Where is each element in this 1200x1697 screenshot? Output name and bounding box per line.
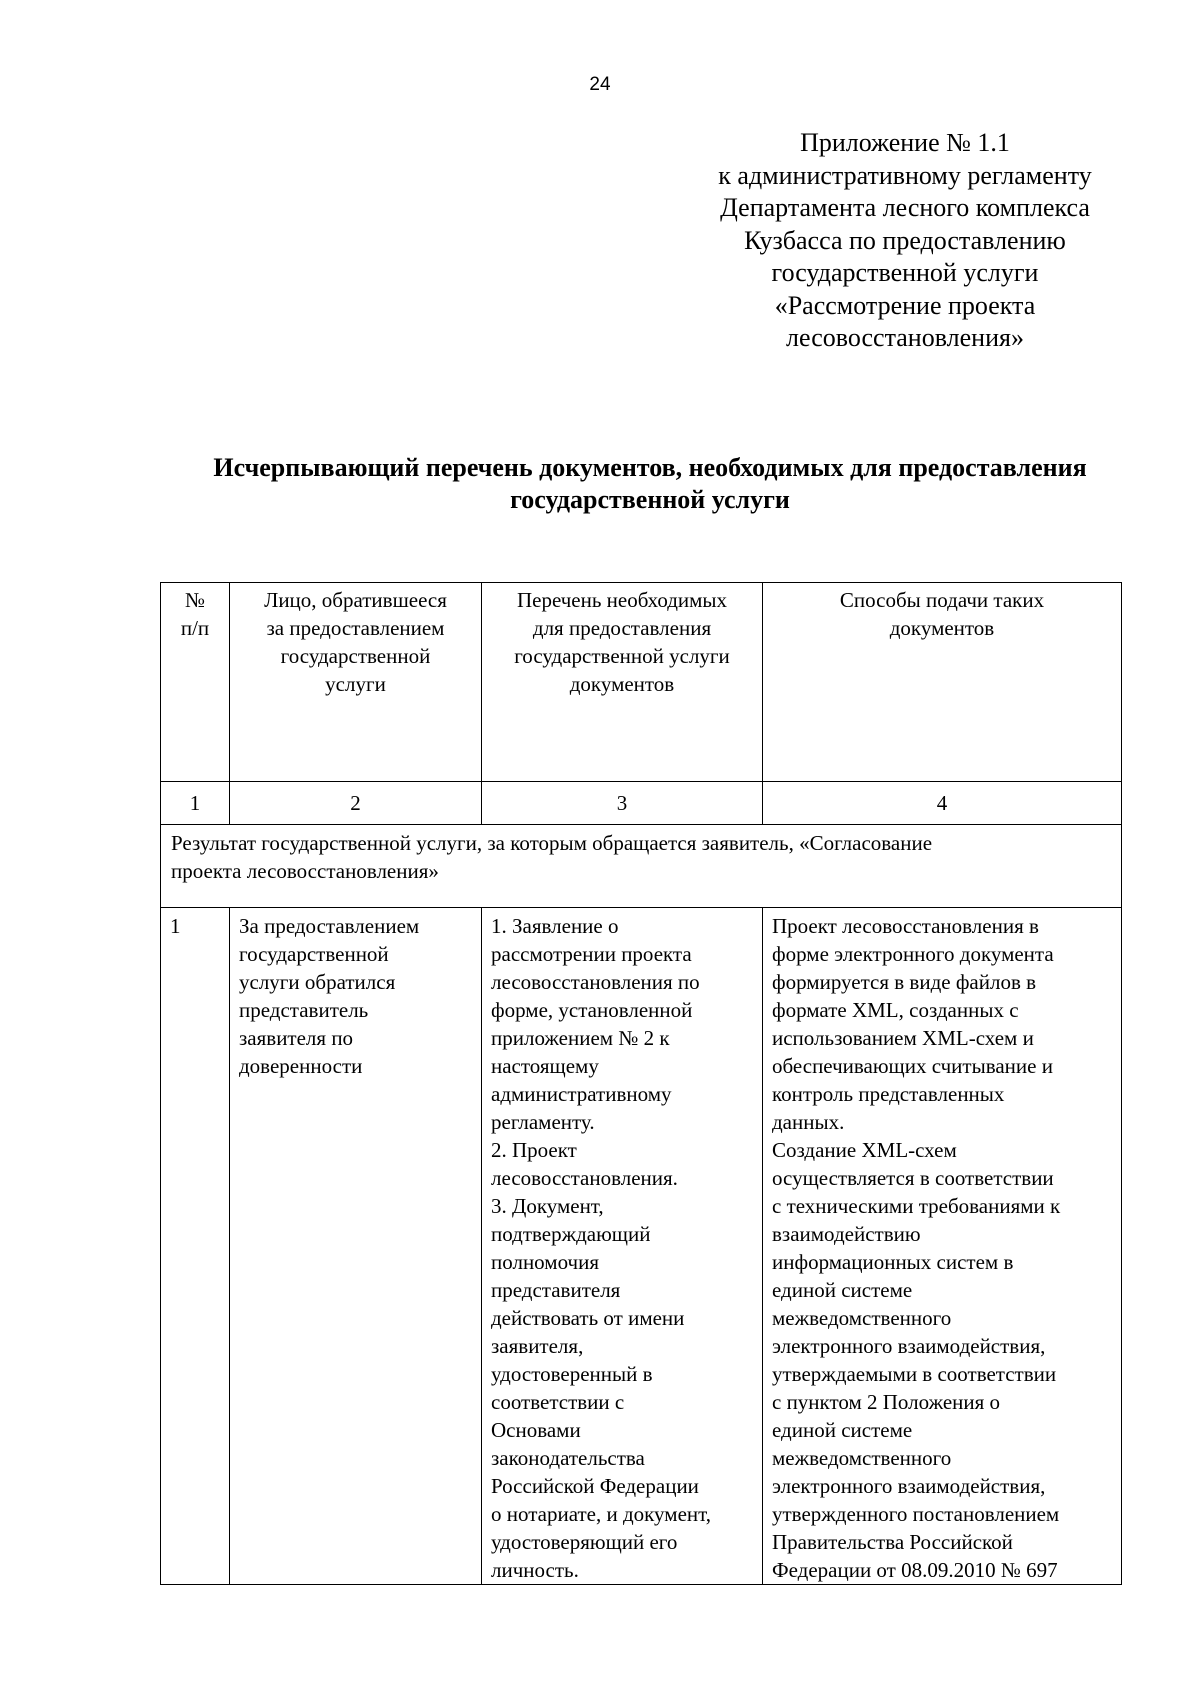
- document-title: [120, 452, 1180, 516]
- header-applicant-cell: [230, 583, 482, 782]
- cell-line: с пунктом 2 Положения о: [772, 1390, 1001, 1414]
- cell-line: информационных систем в: [772, 1250, 1014, 1274]
- header-line: для предоставления: [532, 616, 712, 640]
- header-line: государственной: [280, 644, 431, 668]
- cell-line: За предоставлением: [239, 914, 420, 938]
- header-line: за предоставлением: [266, 616, 445, 640]
- cell-line: электронного взаимодействия,: [772, 1334, 1046, 1358]
- column-number-cell: 4: [763, 782, 1122, 825]
- cell-line: Основами: [491, 1418, 581, 1442]
- appendix-line: Кузбасса по предоставлению: [744, 225, 1066, 255]
- header-line: документов: [889, 616, 995, 640]
- header-line: п/п: [180, 616, 210, 640]
- cell-line: полномочия: [491, 1250, 599, 1274]
- appendix-line: государственной услуги: [771, 258, 1039, 287]
- header-line: №: [184, 588, 206, 612]
- cell-line: контроль представленных: [772, 1082, 1005, 1106]
- cell-line: личность.: [491, 1558, 579, 1582]
- header-line: Способы подачи таких: [839, 588, 1045, 612]
- section-cell: [161, 825, 1122, 908]
- cell-line: межведомственного: [772, 1306, 952, 1330]
- cell-line: данных.: [772, 1110, 845, 1134]
- header-line: документов: [569, 672, 675, 696]
- cell-line: единой системе: [772, 1418, 913, 1442]
- cell-line: представителя: [491, 1278, 621, 1302]
- cell-line: о нотариате, и документ,: [491, 1502, 711, 1526]
- cell-line: единой системе: [772, 1278, 913, 1302]
- section-row: [161, 825, 1122, 908]
- header-line: услуги: [325, 672, 386, 696]
- documents-cell: [482, 908, 763, 1585]
- header-documents-cell: [482, 583, 763, 782]
- cell-line: взаимодействию: [772, 1222, 921, 1246]
- header-number-cell: [161, 583, 230, 782]
- cell-line: настоящему: [491, 1054, 599, 1078]
- cell-line: удостоверенный в: [491, 1362, 653, 1386]
- cell-line: электронного взаимодействия,: [772, 1474, 1046, 1498]
- appendix-line: лесовосстановления»: [786, 323, 1024, 352]
- cell-line: 3. Документ,: [491, 1194, 604, 1218]
- cell-line: 2. Проект: [491, 1138, 577, 1162]
- methods-cell: [763, 908, 1122, 1585]
- appendix-line: к административному регламенту: [718, 160, 1092, 190]
- column-number-cell: 1: [161, 782, 230, 825]
- title-line: государственной услуги: [510, 485, 790, 514]
- cell-line: 1. Заявление о: [491, 914, 619, 938]
- cell-line: обеспечивающих считывание и: [772, 1054, 1053, 1078]
- cell-line: действовать от имени: [491, 1306, 685, 1330]
- cell-line: услуги обратился: [239, 970, 396, 994]
- section-line: проекта лесовосстановления»: [171, 859, 439, 883]
- cell-line: Создание XML-схем: [772, 1138, 957, 1162]
- row-number-cell: 1: [161, 908, 230, 1585]
- table-header-row: [161, 583, 1122, 782]
- cell-line: форме электронного документа: [772, 942, 1054, 966]
- cell-line: заявителя по: [239, 1026, 354, 1050]
- cell-line: с техническими требованиями к: [772, 1194, 1061, 1218]
- cell-line: рассмотрении проекта: [491, 942, 692, 966]
- header-line: Перечень необходимых: [516, 588, 728, 612]
- column-number-cell: 3: [482, 782, 763, 825]
- cell-line: соответствии с: [491, 1390, 625, 1414]
- cell-line: регламенту.: [491, 1110, 595, 1134]
- column-number-row: [161, 782, 1122, 825]
- documents-table: [160, 582, 1122, 1585]
- appendix-line: Приложение № 1.1: [800, 128, 1010, 157]
- cell-line: форме, установленной: [491, 998, 693, 1022]
- cell-line: осуществляется в соответствии: [772, 1166, 1054, 1190]
- cell-line: заявителя,: [491, 1334, 584, 1358]
- cell-line: удостоверяющий его: [491, 1530, 678, 1554]
- cell-line: административному: [491, 1082, 672, 1106]
- header-methods-cell: [763, 583, 1122, 782]
- cell-line: формате XML, созданных с: [772, 998, 1019, 1022]
- cell-line: Правительства Российской: [772, 1530, 1013, 1554]
- cell-line: формируется в виде файлов в: [772, 970, 1037, 994]
- column-number-cell: 2: [230, 782, 482, 825]
- cell-line: государственной: [239, 942, 389, 966]
- header-line: государственной услуги: [514, 644, 730, 668]
- cell-line: законодательства: [491, 1446, 645, 1470]
- section-line: Результат государственной услуги, за которым обращается заявитель, «Согласование: [171, 831, 933, 855]
- cell-line: лесовосстановления.: [491, 1166, 678, 1190]
- cell-line: межведомственного: [772, 1446, 952, 1470]
- cell-line: представитель: [239, 998, 369, 1022]
- header-line: Лицо, обратившееся: [264, 588, 447, 612]
- cell-line: доверенности: [239, 1054, 363, 1078]
- cell-line: Российской Федерации: [491, 1474, 699, 1498]
- cell-line: утверждаемыми в соответствии: [772, 1362, 1057, 1386]
- page-number: 24: [589, 74, 611, 95]
- applicant-cell: [230, 908, 482, 1585]
- table-row: [161, 908, 1122, 1585]
- appendix-reference: [700, 127, 1110, 355]
- cell-line: Федерации от 08.09.2010 № 697: [772, 1558, 1058, 1582]
- appendix-line: «Рассмотрение проекта: [774, 290, 1036, 320]
- cell-line: использованием XML-схем и: [772, 1026, 1034, 1050]
- cell-line: лесовосстановления по: [491, 970, 700, 994]
- appendix-line: Департамента лесного комплекса: [720, 193, 1090, 222]
- cell-line: приложением № 2 к: [491, 1026, 670, 1050]
- cell-line: утвержденного постановлением: [772, 1502, 1060, 1526]
- cell-line: подтверждающий: [491, 1222, 651, 1246]
- cell-line: Проект лесовосстановления в: [772, 914, 1039, 938]
- title-line: Исчерпывающий перечень документов, необходимых для предоставления: [213, 453, 1087, 482]
